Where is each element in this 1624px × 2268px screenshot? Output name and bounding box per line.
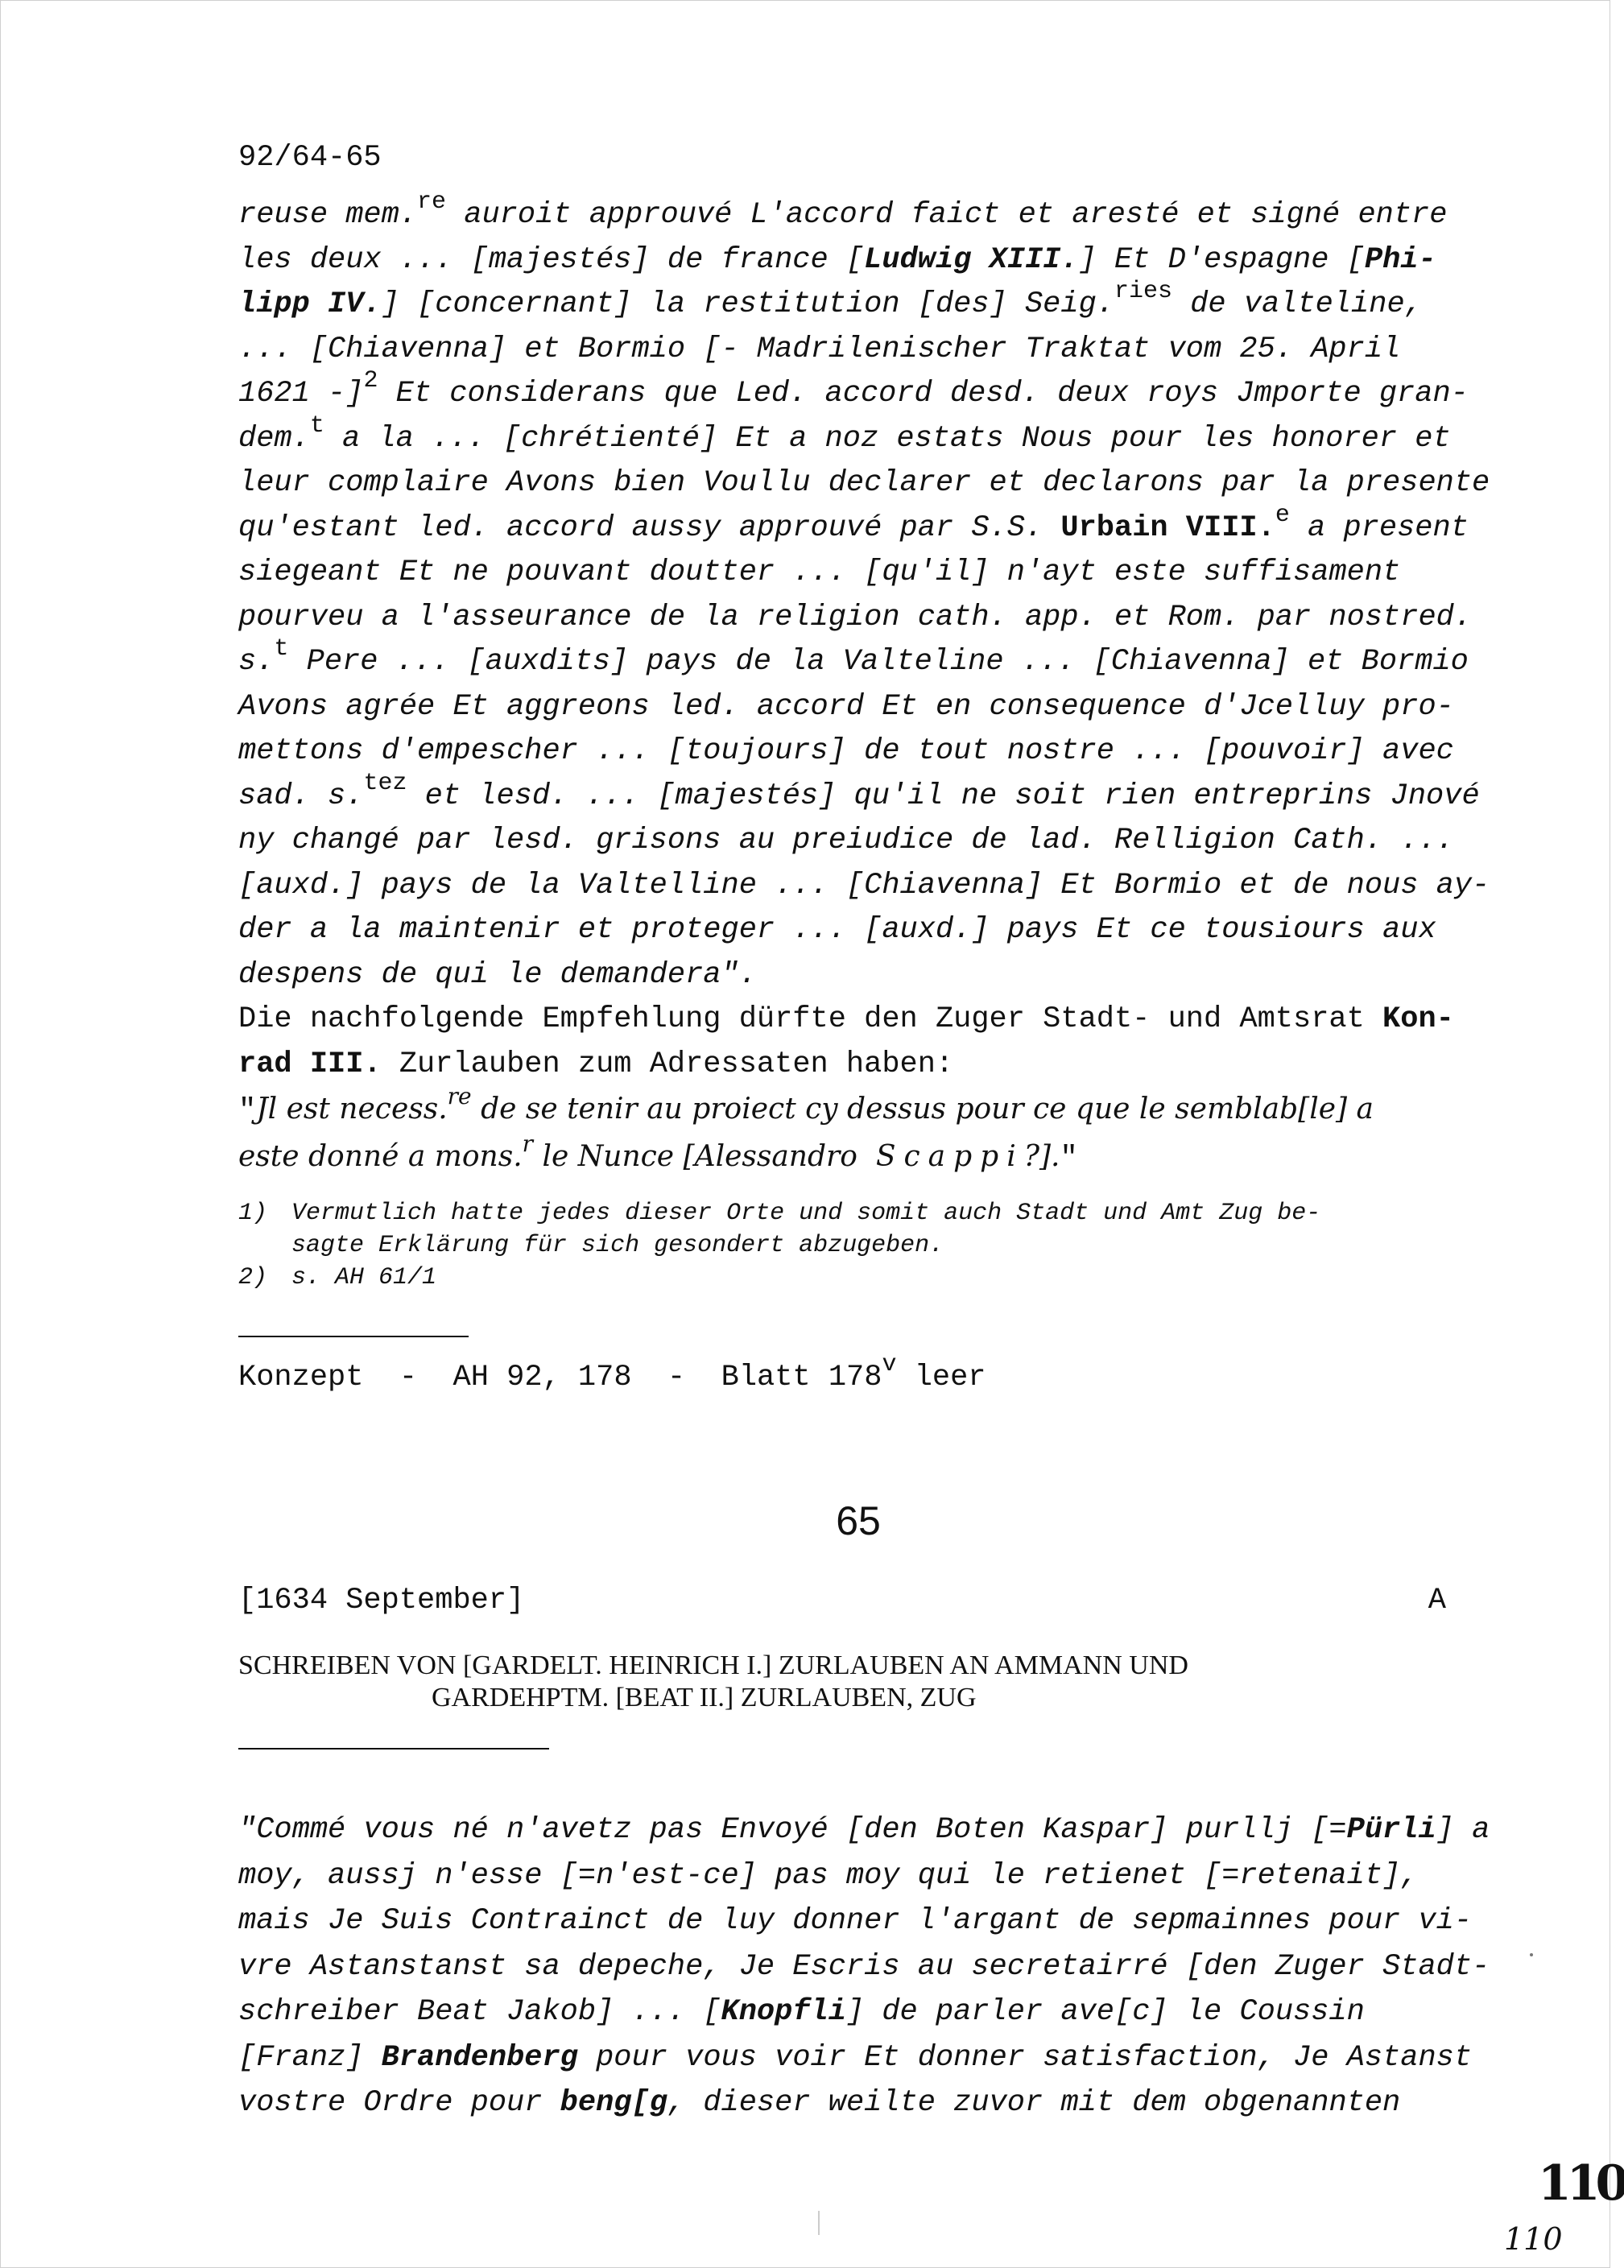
leer-label: leer — [914, 1361, 986, 1394]
transcription-line-18 — [238, 953, 1478, 998]
text-run: ?]. — [1023, 1139, 1060, 1173]
superscript: r — [522, 1130, 534, 1157]
concept-dash: - — [399, 1361, 418, 1394]
footnote-text: sagte Erklärung für sich gesondert abzugeben. — [291, 1232, 944, 1259]
letter-text — [238, 1807, 1490, 2126]
text-run: Brandenberg — [381, 2040, 578, 2075]
transcription-line-3 — [238, 278, 1478, 328]
transcription-line-10 — [238, 596, 1478, 641]
text-run: les deux ... [majestés] de france [ — [238, 242, 865, 277]
text-run: Knopfli — [721, 1995, 846, 2029]
text-run: ] de parler ave[c] le Coussin — [845, 1995, 1365, 2029]
footnote-2-line — [238, 1262, 1478, 1294]
text-run: [le] — [1298, 1093, 1348, 1126]
text-run: Kon- — [1382, 1002, 1454, 1036]
text-run: Et considerans que Led. accord desd. deux roys Jmporte gran- — [378, 377, 1469, 411]
transcription-line-15 — [238, 819, 1478, 864]
section-date: [1634 September] — [238, 1584, 525, 1617]
text-run: , dieser weilte zuvor mit dem obgenannten — [667, 2086, 1401, 2120]
text-run: Die nachfolgende Empfehlung dürfte den Zuger Stadt- und Amtsrat — [238, 1002, 1383, 1036]
superscript: re — [417, 188, 447, 216]
text-run: de valteline, — [1172, 287, 1423, 321]
concept-line — [238, 1353, 1478, 1402]
text-run: ] a — [1436, 1813, 1490, 1847]
transcription-line-20 — [238, 1043, 1478, 1088]
text-run: Pürli — [1346, 1813, 1436, 1847]
transcription-line-9 — [238, 551, 1478, 596]
text-run: ] Et D'espagne [ — [1078, 242, 1365, 277]
text-run: este donné a mons. — [238, 1139, 523, 1173]
superscript: t — [274, 635, 289, 663]
document-id: 92/64-65 — [238, 141, 382, 175]
letter-line-5 — [238, 1989, 1478, 2035]
text-run: [auxd.] pays de la Valtelline ... [Chiavenna] Et Bormio et de nous ay- — [238, 868, 1490, 903]
text-run: Zurlauben zum Adressaten haben: — [381, 1047, 954, 1081]
text-run: despens de qui le demandera". — [238, 957, 757, 992]
text-run: a — [1347, 1093, 1374, 1126]
footnotes — [238, 1197, 1478, 1294]
transcription-line-4 — [238, 328, 1478, 373]
text-run: a present — [1289, 510, 1469, 545]
transcription-line-5 — [238, 367, 1478, 417]
text-run: pour vous voir Et donner satisfaction, Je Astanst — [577, 2040, 1473, 2075]
transcription-line-11 — [238, 635, 1478, 685]
letter-line-2 — [238, 1853, 1478, 1899]
text-run: Pere ... [auxdits] pays de la Valteline ... [Chiavenna] et Bormio — [288, 645, 1469, 679]
scan-speck — [1530, 1953, 1533, 1956]
text-run: ny changé par lesd. grisons au preiudice de lad. Relligion Cath. ... — [238, 824, 1454, 857]
transcription-line-22 — [238, 1130, 1478, 1182]
transcription-line-2 — [238, 238, 1478, 283]
text-run: Ludwig XIII. — [864, 242, 1079, 277]
footnote-1-line — [238, 1229, 1478, 1262]
text-run: auroit approuvé L'accord faict et aresté et signé entre — [446, 198, 1448, 232]
transcription-line-14 — [238, 769, 1480, 820]
text-run: dem. — [238, 421, 310, 456]
text-run: Urbain VIII. — [1060, 510, 1275, 545]
text-run: leur complaire Avons bien Voullu declarer et declarons par la presente — [238, 466, 1490, 500]
transcription-line-19 — [238, 998, 1478, 1043]
transcription-line-7 — [238, 461, 1490, 506]
text-run: "Commé vous né n'avetz pas Envoyé [den Boten Kaspar] purllj [= — [238, 1813, 1347, 1847]
transcription-line-16 — [238, 864, 1490, 909]
text-run: qu'estant led. accord aussy approuvé par S.S. — [238, 510, 1061, 545]
text-run: vostre Ordre pour — [238, 2086, 560, 2120]
text-run: ... [Chiavenna] et Bormio [- Madrilenischer Traktat vom 25. April — [238, 332, 1401, 366]
caption-line-1: SCHREIBEN VON [GARDELT. HEINRICH I.] ZURLAUBEN AN AMMANN UND — [238, 1650, 1188, 1680]
superscript: re — [447, 1083, 472, 1109]
section-letter: A — [1428, 1584, 1446, 1617]
text-run: et lesd. ... [majestés] qu'il ne soit rien entreprins Jnové — [407, 779, 1480, 813]
text-run: Scappi — [875, 1139, 1024, 1173]
text-run: pourveu a l'asseurance de la religion cath. app. et Rom. par nostred. — [238, 600, 1473, 634]
footnote-text: Vermutlich hatte jedes dieser Orte und somit auch Stadt und Amt Zug be- — [291, 1200, 1321, 1227]
transcription-line-17 — [238, 908, 1478, 953]
footnote-text: s. AH 61/1 — [291, 1264, 437, 1291]
footnote-number — [238, 1229, 291, 1262]
text-run: Jl est necess. — [256, 1093, 448, 1126]
text-run: s. — [238, 645, 275, 679]
transcription-line-12 — [238, 685, 1478, 730]
text-run: schreiber Beat Jakob] ... [ — [238, 1995, 721, 2029]
text-run: rad III. — [238, 1047, 382, 1081]
concept-dash: - — [667, 1361, 686, 1394]
letter-line-6 — [238, 2035, 1478, 2081]
concept-label: Konzept — [238, 1361, 364, 1394]
text-run: der a la maintenir et proteger ... [auxd.] pays Et ce tousiours aux — [238, 913, 1436, 947]
footnote-number: 2) — [238, 1264, 268, 1291]
text-run: siegeant Et ne pouvant doutter ... [qu'il] n'ayt este suffisament — [238, 556, 1401, 589]
text-run: mettons d'empescher ... [toujours] de tout nostre ... [pouvoir] avec — [238, 734, 1454, 768]
text-run: beng[g — [560, 2086, 667, 2120]
footnote-separator — [238, 1336, 469, 1337]
text-run: 1621 -] — [238, 377, 364, 411]
transcription-line-21 — [238, 1083, 1478, 1134]
text-run: " — [1060, 1141, 1078, 1175]
text-run: lipp IV. — [238, 287, 382, 321]
section-caption — [238, 1650, 1478, 1714]
folio-handwritten-number: 110 — [1504, 2221, 1563, 2257]
text-run: de se tenir au proiect cy dessus pour ce que le semblab — [471, 1093, 1299, 1126]
letter-line-7 — [238, 2080, 1478, 2126]
caption-separator — [238, 1748, 549, 1750]
section-number: 65 — [836, 1498, 881, 1543]
scan-crease — [818, 2211, 820, 2235]
transcription-line-13 — [238, 729, 1478, 775]
text-run: a la ... [chrétienté] Et a noz estats Nous pour les honorer et — [324, 421, 1451, 456]
text-run: sad. s. — [238, 779, 364, 813]
superscript: ries — [1114, 278, 1173, 305]
letter-line-4 — [238, 1944, 1490, 1990]
text-run: reuse mem. — [238, 198, 418, 232]
superscript: 2 — [363, 367, 378, 395]
caption-line-2: GARDEHPTM. [BEAT II.] ZURLAUBEN, ZUG — [432, 1683, 977, 1712]
text-run: ] [concernant] la restitution [des] Seig. — [381, 287, 1114, 321]
superscript: e — [1275, 501, 1290, 529]
text-run: mais Je Suis Contrainct de luy donner l'argant de sepmainnes pour vi- — [238, 1904, 1473, 1938]
superscript: t — [309, 411, 324, 440]
transcription-line-8 — [238, 501, 1478, 552]
transcription-line-6 — [238, 411, 1478, 462]
superscript: tez — [363, 769, 407, 797]
text-run: [Franz] — [238, 2040, 382, 2075]
footnote-1-line — [238, 1197, 1478, 1229]
section-header — [238, 1577, 1478, 1624]
archive-handwritten-number: 110 — [1538, 2155, 1624, 2212]
transcription-line-1 — [238, 188, 1478, 238]
transcription-body — [238, 188, 1490, 1181]
letter-line-1 — [238, 1807, 1490, 1853]
text-run: vre Astanstanst sa depeche, Je Escris au secretairré [den Zuger Stadt- — [238, 1949, 1490, 1984]
footnote-number: 1) — [238, 1200, 268, 1227]
text-run: le Nunce [Alessandro — [533, 1139, 876, 1173]
text-run: Phi- — [1364, 242, 1436, 277]
blatt-label: Blatt 178 — [721, 1361, 882, 1394]
text-run: " — [238, 1094, 257, 1128]
text-run: moy, aussj n'esse [=n'est-ce] pas moy qui le retienet [=retenait], — [238, 1858, 1419, 1893]
text-run: Avons agrée Et aggreons led. accord Et en consequence d'Jcelluy pro- — [238, 689, 1454, 724]
blatt-superscript: v — [882, 1351, 897, 1378]
document-page — [238, 135, 1490, 2126]
concept-reference: AH 92, 178 — [452, 1361, 632, 1394]
letter-line-3 — [238, 1898, 1478, 1944]
